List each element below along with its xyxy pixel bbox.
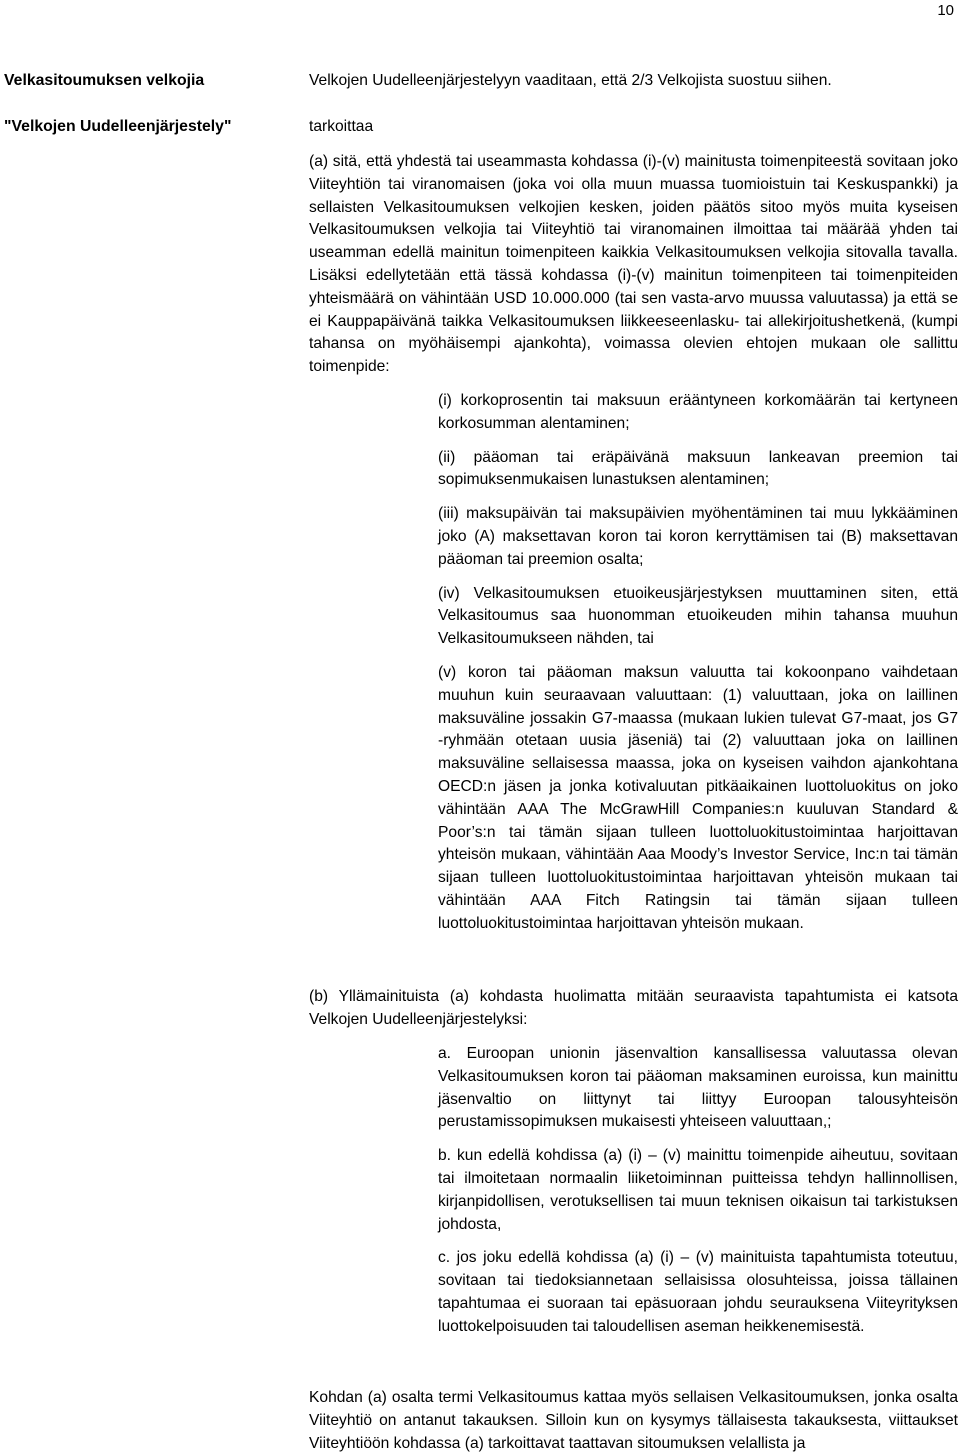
clause-a bbox=[309, 151, 958, 379]
page-number: 10 bbox=[937, 2, 954, 19]
exclusion-item: b. kun edellä kohdissa (a) (i) – (v) mainittu toimenpide aiheutuu, sovitaan tai ilmoitetaan normaalin liiketoiminnan puitteissa tehdyn hallinnollisen, kirjanpidollisen, verotuksellisen tai muun teknisen oikaisun tai tarkistuksen johdosta, bbox=[438, 1147, 958, 1233]
closing-paragraph bbox=[309, 1387, 958, 1455]
clause-b-text: (b) Yllämainituista (a) kohdasta huolimatta mitään seuraavista tapahtumista ei katsota Velkojen Uudelleenjärjestelyksi: bbox=[309, 988, 958, 1028]
exclusions-list bbox=[438, 1043, 958, 1350]
clause-a-text: (a) sitä, että yhdestä tai useammasta kohdassa (i)-(v) mainitusta toimenpiteestä sovitaan joko Viiteyhtiön tai viranomaisen (joka voi olla muun muassa tuomioistuin tai Keskuspankki) ja sellaisten Velkasitoumuksen velkojien kesken, joiden päätös sitoo myös muita kyseisen Velkasitoumuksen velkojia tai Viiteyhtiö tai viranomainen ilmoittaa tai määrää yhden tai useamman edellä mainitun toimenpiteen kaikkia Velkasitoumuksen velkojia sitovalla tavalla. Lisäksi edellytetään että tässä kohdassa (i)-(v) mainitun toimenpiteen tai toimenpiteiden yhteismäärä on vähintään USD 10.000.000 (tai sen vasta-arvo muussa valuutassa) ja että se ei Kauppapäivänä taikka Velkasitoumuksen liikkeeseenlasku- tai allekirjoitushetkenä, (kumpi tahansa on myöhäisempi ajankohta), voimassa olevien ehtojen mukaan ole sallittu toimenpide: bbox=[309, 153, 958, 376]
measure-item: (ii) pääoman tai eräpäivänä maksuun lankeavan preemion tai sopimuksenmukaisen lunastuksen alentaminen; bbox=[438, 448, 958, 489]
exclusion-item: a. Euroopan unionin jäsenvaltion kansallisessa valuutassa olevan Velkasitoumuksen koron tai pääoman maksaminen euroissa, kun mainittu jäsenvaltio on liittynyt tai liittyy Euroopan talousyhteisön perustamissopimuksen mukaisesti yhteiseen valuuttaan,; bbox=[438, 1045, 958, 1131]
exclusion-item: c. jos joku edellä kohdissa (a) (i) – (v) mainituista tapahtumista toteutuu, sovitaan tai tiedoksiannetaan sellaisissa olosuhteissa, joissa tällainen tapahtumaa ei suoraan tai epäsuoraan johdu seurauksena Viiteyrityksen luottokelpoisuuden tai taloudellisen aseman heikkenemisestä. bbox=[438, 1249, 958, 1335]
measure-item: (iii) maksupäivän tai maksupäivien myöhentäminen tai muu lykkääminen joko (A) maksettavan koron tai koron kerryttämisen tai (B) maksettavan pääoman tai preemion osalta; bbox=[438, 505, 958, 568]
definition-text-velkasitoumuksen-velkojia: Velkojen Uudelleenjärjestelyyn vaaditaan, että 2/3 Velkojista suostuu siihen. bbox=[309, 72, 832, 89]
clause-b bbox=[309, 986, 958, 1032]
definition-text-velkojen-uudelleenjarjestely: tarkoittaa bbox=[309, 118, 374, 135]
closing-text: Kohdan (a) osalta termi Velkasitoumus kattaa myös sellaisen Velkasitoumuksen, jonka osalta Viiteyhtiö on antanut takauksen. Silloin kun on kysymys tällaisesta takauksesta, viittaukset Viiteyhtiöön kohdassa (a) tarkoittavat taattavan sitoumuksen velallista ja bbox=[309, 1389, 958, 1452]
definition-term-velkasitoumuksen-velkojia: Velkasitoumuksen velkojia bbox=[4, 72, 205, 89]
measure-item: (iv) Velkasitoumuksen etuoikeusjärjestyksen muuttaminen siten, että Velkasitoumus saa huonomman etuoikeuden mihin tahansa muuhun Velkasitoumukseen nähden, tai bbox=[438, 584, 958, 648]
definition-term-velkojen-uudelleenjarjestely: "Velkojen Uudelleenjärjestely" bbox=[4, 118, 232, 135]
measures-list bbox=[438, 390, 958, 947]
measure-item: (v) koron tai pääoman maksun valuutta tai kokoonpano vaihdetaan muuhun kuin seuraavaan valuuttaan: (1) valuuttaan, joka on laillinen maksuväline jossakin G7-maassa (mukaan lukien tulevat G7-maat, jos G7 -ryhmään otetaan uusia jäseniä) tai (2) valuuttaan joka on laillinen maksuväline sellaisessa maassa, joka on kyseisen vaihdon ajankohtana OECD:n jäsen ja jonka kotivaluutan pitkäaikainen luottoluokitus on joko vähintään AAA The McGrawHill Companies:n kuuluvan Standard & Poor’s:n tai tämän sijaan tulleen luottoluokitustoimintaa harjoittavan yhteisön mukaan, vähintään Aaa Moody’s Investor Service, Inc:n tai tämän sijaan tulleen luottoluokitustoimintaa harjoittavan yhteisön mukaan tai vähintään AAA Fitch Ratingsin tai tämän sijaan tulleen luottoluokitustoimintaa harjoittavan yhteisön mukaan. bbox=[438, 663, 958, 932]
measure-item: (i) korkoprosentin tai maksuun erääntyneen korkomäärän tai kertyneen korkosumman alentaminen; bbox=[438, 392, 958, 432]
